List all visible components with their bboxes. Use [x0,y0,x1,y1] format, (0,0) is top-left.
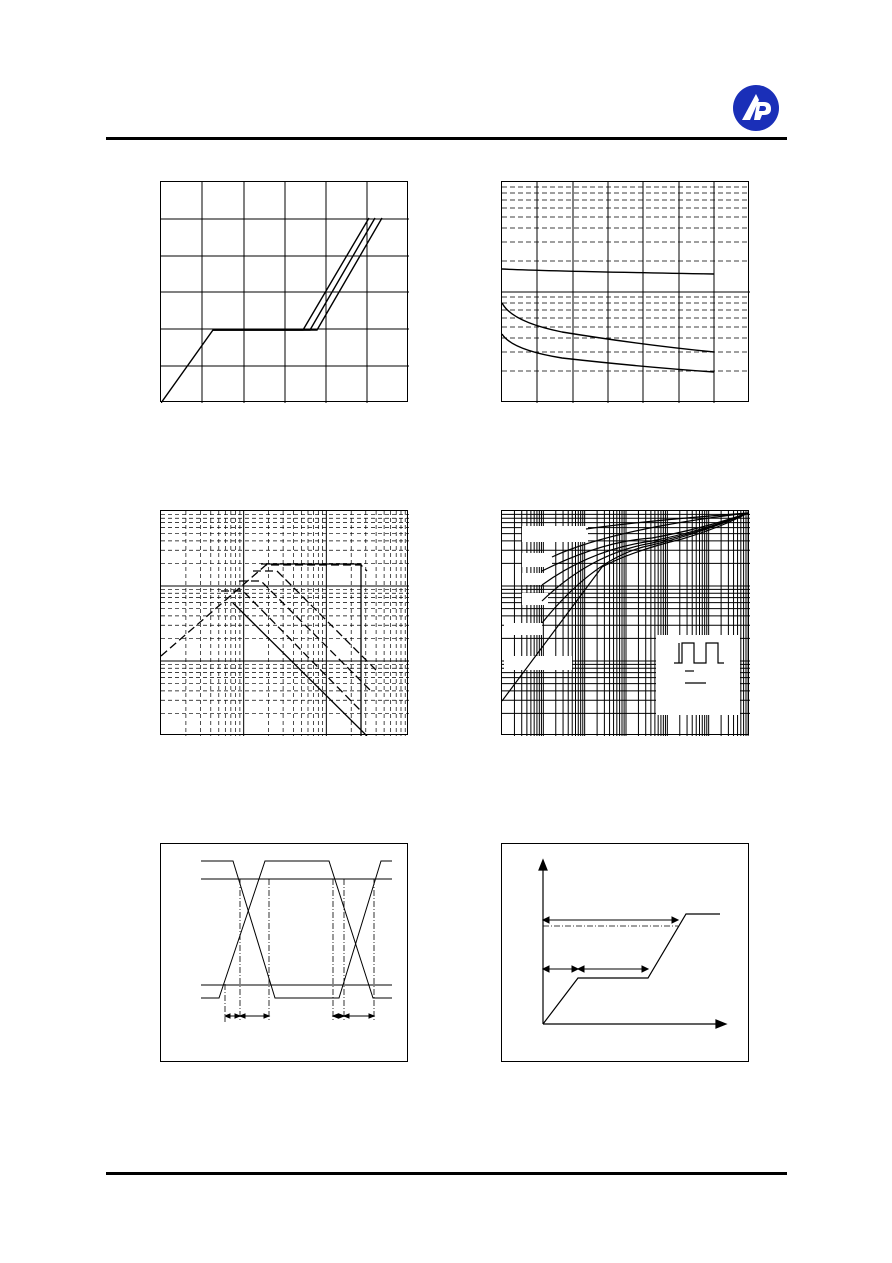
switching-waveform [161,844,409,1063]
gate-charge-curve-3 [213,218,382,330]
header-rule [106,137,787,140]
soa-rds-limit [261,564,361,736]
vds-waveform [201,861,392,998]
grid-minor [502,187,750,371]
gate-charge-chart [160,181,408,402]
gate-charge-curve-2 [213,218,375,330]
gate-charge-waveform-diagram [501,843,749,1062]
capacitance-chart [501,181,749,402]
soa-plot [161,511,409,736]
soa-limit-dc [233,603,367,736]
gate-charge-waveform [502,844,750,1063]
zth-plot [502,511,750,736]
legend-box-5 [504,623,542,635]
safe-operating-area-chart [160,510,408,735]
ap-logo-icon [732,84,780,132]
gate-charge-plot [161,182,409,403]
pulse-inset-box [656,635,740,715]
grid [161,182,409,403]
legend-box-6 [504,656,572,670]
legend-box-1 [522,526,588,542]
footer-rule [106,1172,787,1175]
soa-limit-10ms [161,565,367,656]
soa-limit-1ms [221,591,361,711]
capacitance-plot [502,182,750,403]
grid-major [502,182,750,403]
transient-thermal-impedance-chart [501,510,749,735]
gate-charge-curve-1 [161,218,369,403]
legend-box-2 [522,553,552,567]
switching-time-waveform-diagram [160,843,408,1062]
vgs-waveform [201,861,392,998]
